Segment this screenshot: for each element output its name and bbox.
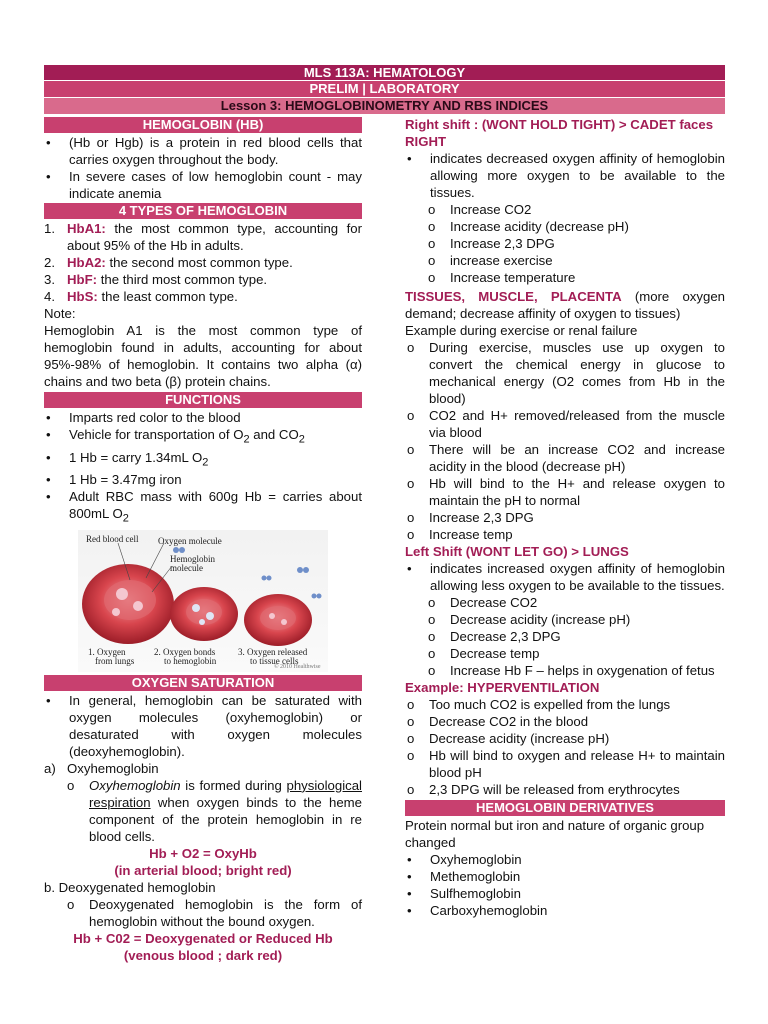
bullet-icon: • (46, 410, 51, 425)
circle-bullet-icon: o (428, 663, 436, 678)
list-item: • Sulfhemoglobin (407, 886, 521, 901)
example-text: Example during exercise or renal failure (405, 323, 638, 338)
step2-label: 2. Oxygen bonds (154, 646, 216, 657)
circle-bullet-icon: o (428, 612, 436, 627)
bullet-icon: • (407, 903, 412, 918)
list-item: o Decrease acidity (increase pH) (405, 611, 725, 628)
derivatives-heading: HEMOGLOBIN DERIVATIVES (405, 800, 725, 816)
functions-heading: FUNCTIONS (44, 392, 362, 408)
oxyhb-equation: Hb + O2 = OxyHb (149, 845, 257, 861)
hemoglobin-heading: HEMOGLOBIN (HB) (44, 117, 362, 133)
molecule-label: molecule (170, 562, 203, 573)
circle-bullet-icon: o (407, 782, 415, 797)
note-label: Note: (44, 306, 76, 321)
circle-bullet-icon: o (407, 697, 415, 712)
list-item: 2. HbA2: the second most common type. (44, 255, 293, 270)
circle-bullet-icon: o (407, 510, 415, 525)
step3-sub: to tissue cells (250, 655, 299, 666)
list-item: o Increase temp (407, 527, 513, 542)
bullet-icon: • (46, 692, 51, 708)
left-shift-heading: Left Shift (WONT LET GO) > LUNGS (405, 544, 629, 559)
list-item: o Increase 2,3 DPG (407, 510, 534, 525)
term-title: PRELIM | LABORATORY (309, 81, 460, 96)
figure-credit: © 2010 Healthwise (274, 663, 321, 670)
note-text: Hemoglobin A1 is the most common type of hemoglobin found in adults, accounting for about 95%-98% of hemoglobin. It contains two alpha (α) chains and two beta (β) protein chains. (44, 323, 362, 389)
list-item: o Too much CO2 is expelled from the lungs (407, 697, 671, 712)
list-item: o Decrease CO2 in the blood (407, 714, 589, 729)
deoxy-equation: Hb + C02 = Deoxygenated or Reduced Hb (73, 930, 333, 946)
circle-bullet-icon: o (407, 748, 415, 763)
list-item: • Methemoglobin (407, 869, 521, 884)
term-bar (44, 81, 725, 97)
list-item: • 1 Hb = 3.47mg iron (46, 472, 182, 488)
list-item: • Oxyhemoglobin (407, 852, 522, 867)
circle-bullet-icon: o (67, 896, 75, 912)
list-item: • (Hb or Hgb) is a protein in red blood cells that carries oxygen throughout the body. (46, 135, 362, 167)
circle-bullet-icon: o (407, 442, 415, 457)
list-item: o There will be an increase CO2 and increase acidity in the blood (decrease pH) (407, 442, 725, 474)
circle-bullet-icon: o (407, 714, 415, 729)
list-item: o 2,3 DPG will be released from erythrocytes (407, 782, 680, 797)
bullet-icon: • (407, 561, 412, 576)
oxyhb-note: (in arterial blood; bright red) (114, 862, 292, 878)
list-item: o Increase acidity (decrease pH) (405, 218, 725, 235)
list-item: 4. HbS: the least common type. (44, 289, 238, 304)
list-item: o During exercise, muscles use up oxygen to convert the chemical energy in glucose to mechanical energy (O2 comes from Hb in the blood) (407, 340, 725, 406)
circle-bullet-icon: o (428, 646, 436, 661)
list-item: a) Oxyhemoglobin (44, 760, 159, 776)
bullet-icon: • (46, 472, 51, 488)
step3-label: 3. Oxygen released (238, 646, 308, 657)
right-column (405, 116, 725, 919)
circle-bullet-icon: o (428, 219, 436, 234)
list-item: • Carboxyhemoglobin (407, 903, 548, 918)
list-item: o Decrease 2,3 DPG (405, 628, 725, 645)
list-item: • In general, hemoglobin can be saturated with oxygen molecules (oxyhemoglobin) or desaturated with oxygen molecules (deoxyhemoglobin). (46, 692, 362, 759)
circle-bullet-icon: o (428, 253, 436, 268)
list-item: o Decrease CO2 (405, 594, 725, 611)
circle-bullet-icon: o (428, 595, 436, 610)
list-item: o Decrease temp (405, 645, 725, 662)
hyperventilation-heading: Example: HYPERVENTILATION (405, 680, 600, 695)
bullet-icon: • (46, 449, 51, 465)
course-title-bar (44, 65, 725, 80)
course-title: MLS 113A: HEMATOLOGY (303, 65, 466, 80)
circle-bullet-icon: o (407, 408, 415, 423)
list-item: o Deoxygenated hemoglobin is the form of hemoglobin without the bound oxygen. (44, 896, 362, 930)
list-item: o Increase 2,3 DPG (405, 235, 725, 252)
list-item: • indicates decreased oxygen affinity of hemoglobin allowing more oxygen to be available to the tissues. (407, 151, 725, 200)
list-item: o Increase Hb F – helps in oxygenation of fetus (405, 662, 725, 679)
list-item: 3. HbF: the third most common type. (44, 272, 268, 287)
saturation-heading: OXYGEN SATURATION (44, 675, 362, 691)
step2-sub: to hemoglobin (164, 655, 217, 666)
list-item: • Vehicle for transportation of $O_2$ and $CO_2$ (44, 426, 362, 449)
circle-bullet-icon: o (407, 527, 415, 542)
right-shift-heading: Right shift : (WONT HOLD TIGHT) > CADET faces RIGHT (405, 117, 714, 149)
bullet-icon: • (407, 151, 412, 166)
bullet-icon: • (46, 427, 51, 442)
circle-bullet-icon: o (67, 777, 75, 793)
list-item: o Oxyhemoglobin is formed during physiological respiration when oxygen binds to the heme component of the protein hemoglobin in re blood cells. (44, 777, 362, 845)
list-item: o Decrease acidity (increase pH) (407, 731, 610, 746)
step1-label: 1. Oxygen (88, 646, 126, 657)
circle-bullet-icon: o (407, 731, 415, 746)
bullet-icon: • (46, 169, 51, 184)
list-item: o Increase CO2 (405, 201, 725, 218)
circle-bullet-icon: o (407, 476, 415, 491)
left-column (44, 116, 362, 964)
circle-bullet-icon: o (428, 202, 436, 217)
circle-bullet-icon: o (428, 236, 436, 251)
list-item: • 1 Hb = carry 1.34mL $O_2$ (44, 449, 362, 472)
list-item: o increase exercise (405, 252, 725, 269)
circle-bullet-icon: o (428, 270, 436, 285)
deoxy-title: b. Deoxygenated hemoglobin (44, 879, 216, 895)
lesson-bar (44, 98, 725, 114)
list-item: • Imparts red color to the blood (46, 410, 241, 425)
circle-bullet-icon: o (428, 629, 436, 644)
rbc-label: Red blood cell (86, 533, 139, 544)
list-item: 1. HbA1: the most common type, accounting for about 95% of the Hb in adults. (44, 221, 362, 253)
bullet-icon: • (46, 135, 51, 150)
bullet-icon: • (407, 886, 412, 901)
bullet-icon: • (46, 489, 51, 505)
derivatives-intro: Protein normal but iron and nature of organic group changed (405, 818, 705, 850)
tissues-paragraph: TISSUES, MUSCLE, PLACENTA (more oxygen demand; decrease affinity of oxygen to tissues) (405, 289, 725, 321)
list-item: • indicates increased oxygen affinity of hemoglobin allowing less oxygen to be available to the tissues. (407, 561, 725, 593)
hemoglobin-label: Hemoglobin (170, 553, 215, 564)
step1-sub: from lungs (95, 655, 135, 666)
oxygen-transport-illustration (78, 530, 328, 672)
lesson-title: Lesson 3: HEMOGLOBINOMETRY AND RBS INDICES (220, 98, 549, 113)
list-item: o Hb will bind to the H+ and release oxygen to maintain the pH to normal (407, 476, 725, 508)
bullet-icon: • (407, 852, 412, 867)
deoxy-note: (venous blood ; dark red) (123, 947, 283, 963)
list-item: • Adult RBC mass with 600g Hb = carries about 800mL $O_2$ (44, 488, 362, 528)
list-item: o Hb will bind to oxygen and release H+ to maintain blood pH (407, 748, 725, 780)
list-item: • In severe cases of low hemoglobin count - may indicate anemia (46, 169, 362, 201)
circle-bullet-icon: o (407, 340, 415, 355)
types-heading: 4 TYPES OF HEMOGLOBIN (44, 203, 362, 219)
oxygen-label: Oxygen molecule (158, 535, 222, 546)
list-item: o Increase temperature (405, 269, 725, 286)
bullet-icon: • (407, 869, 412, 884)
list-item: o CO2 and H+ removed/released from the muscle via blood (407, 408, 725, 440)
